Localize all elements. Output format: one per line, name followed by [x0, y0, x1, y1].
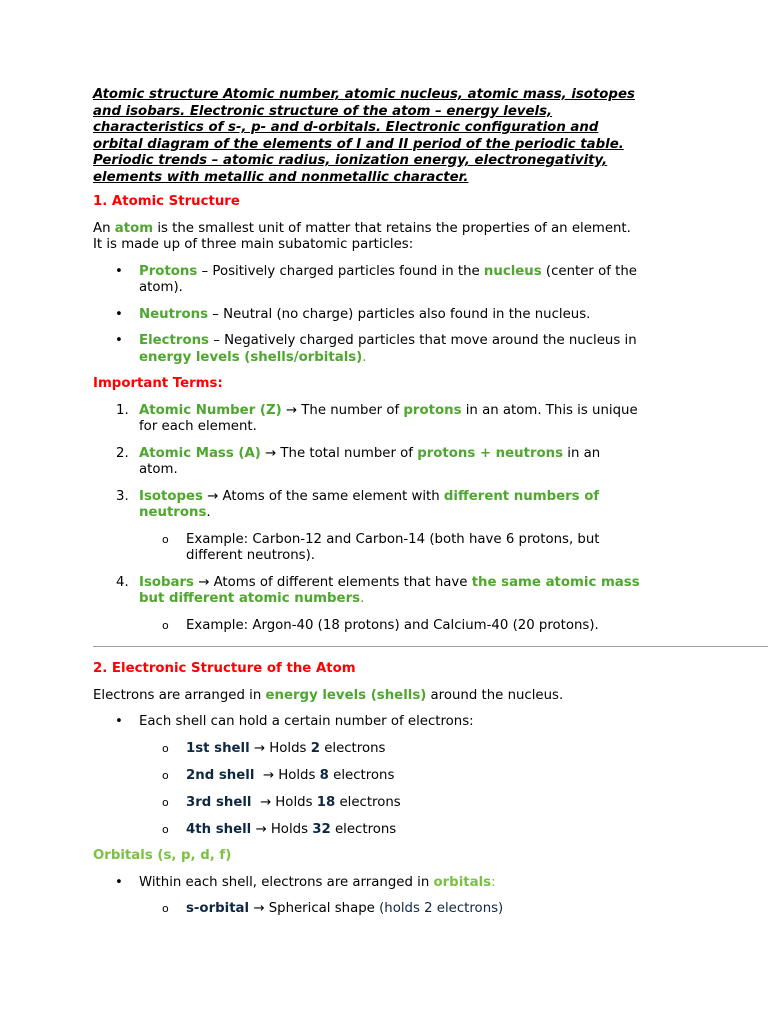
item-text: for each element.	[139, 419, 257, 434]
list-number: 3.	[116, 488, 129, 504]
intro-text: It is made up of three main subatomic particles:	[93, 237, 414, 252]
list-item-atomic-mass	[93, 446, 683, 479]
item-text: → Atoms of different elements that have	[193, 574, 472, 590]
item-text: → Holds	[251, 794, 317, 810]
sub-bullet-marker: o	[162, 902, 169, 915]
item-text: → Holds	[249, 740, 311, 756]
list-item-neutrons	[93, 307, 683, 324]
title-line: characteristics of s-, p- and d-orbitals. Electronic configuration and	[93, 120, 599, 135]
item-text: atom.	[139, 462, 178, 477]
punctuation: .	[206, 505, 211, 520]
title-line: Atomic structure Atomic number, atomic nucleus, atomic mass, isotopes	[93, 87, 635, 102]
sub-bullet-marker: o	[162, 618, 169, 632]
punctuation: .	[360, 591, 365, 606]
section-heading-important-terms: Important Terms:	[93, 376, 223, 391]
term-atomic-number: Atomic Number (Z)	[139, 402, 282, 418]
shell-capacity: 8	[319, 767, 329, 783]
term-protons: protons	[403, 402, 462, 418]
term-different-neutrons: different numbers of	[443, 488, 600, 504]
list-number: 2.	[116, 445, 129, 461]
item-text: in an	[563, 445, 601, 461]
sub-item-shell-1	[93, 741, 683, 758]
item-text: – Negatively charged particles that move around the nucleus in	[208, 333, 637, 348]
list-item-protons	[93, 264, 683, 297]
item-text: → The total number of	[260, 445, 418, 461]
document-page	[93, 87, 683, 918]
item-text: atom).	[139, 280, 183, 295]
document-title	[93, 87, 683, 186]
punctuation: .	[362, 349, 367, 365]
list-item-isotopes	[93, 489, 683, 522]
term-neutrons: Neutrons	[139, 306, 209, 322]
shell-name: 4th shell	[186, 821, 252, 837]
subheading-orbitals: Orbitals (s, p, d, f)	[93, 848, 232, 863]
s-orbital-capacity: (holds 2 electrons)	[379, 901, 504, 916]
shell-name: 1st shell	[186, 740, 250, 756]
item-text: (center of the	[541, 263, 637, 279]
title-line: elements with metallic and nonmetallic character.	[93, 169, 469, 185]
bullet-marker: •	[115, 306, 123, 322]
item-text: – Positively charged particles found in the	[197, 263, 484, 279]
sub-bullet-marker: o	[162, 532, 169, 546]
item-text: electrons	[330, 821, 397, 837]
item-text: → Spherical shape	[249, 901, 380, 916]
item-text: different neutrons).	[186, 548, 316, 563]
term-different-numbers: but different atomic numbers	[139, 591, 361, 606]
list-number: 1.	[116, 402, 129, 418]
bullet-marker: •	[115, 714, 123, 729]
shell-intro	[93, 688, 683, 705]
list-item-atomic-number	[93, 403, 683, 436]
term-s-orbital: s-orbital	[186, 901, 250, 916]
term-isobars: Isobars	[139, 574, 194, 590]
section-heading-electronic-structure: 2. Electronic Structure of the Atom	[93, 661, 356, 676]
title-line: orbital diagram of the elements of I and II period of the periodic table.	[93, 136, 624, 152]
term-atom: atom	[114, 220, 154, 236]
intro-text: An	[93, 220, 115, 236]
list-number: 4.	[116, 574, 129, 590]
sub-bullet-marker: o	[162, 741, 169, 755]
item-text: around the nucleus.	[426, 687, 564, 703]
term-atomic-mass: Atomic Mass (A)	[139, 445, 261, 461]
item-text: Within each shell, electrons are arranged in	[139, 874, 434, 890]
item-text: in an atom. This is unique	[461, 402, 638, 418]
item-text: → The number of	[281, 402, 404, 418]
particle-list	[93, 264, 683, 367]
term-protons: Protons	[139, 263, 198, 279]
sub-item-shell-2	[93, 768, 683, 785]
item-text: Each shell can hold a certain number of electrons:	[139, 714, 474, 729]
item-text: → Holds	[251, 821, 313, 837]
sub-item-isotope-example	[93, 532, 683, 565]
term-protons-neutrons: protons + neutrons	[417, 445, 564, 461]
item-text: → Holds	[254, 767, 320, 783]
shell-capacity: 32	[312, 821, 331, 837]
sub-bullet-marker: o	[162, 768, 169, 782]
title-line: and isobars. Electronic structure of the atom – energy levels,	[93, 103, 553, 119]
term-energy-levels: energy levels (shells/orbitals)	[139, 349, 363, 365]
atom-intro	[93, 221, 683, 254]
shell-name: 3rd shell	[186, 794, 252, 810]
term-same-mass: the same atomic mass	[471, 574, 640, 590]
list-item-shell-capacity	[93, 714, 683, 731]
item-text: – Neutral (no charge) particles also found in the nucleus.	[208, 306, 591, 322]
sub-bullet-marker: o	[162, 795, 169, 809]
list-item-isobars	[93, 575, 683, 608]
punctuation: :	[491, 874, 496, 890]
title-line: Periodic trends – atomic radius, ionization energy, electronegativity,	[93, 153, 608, 168]
list-item-orbitals	[93, 875, 683, 892]
bullet-marker: •	[115, 263, 123, 279]
sub-item-shell-3	[93, 795, 683, 812]
item-text: Example: Carbon-12 and Carbon-14 (both have 6 protons, but	[186, 531, 600, 547]
sub-item-isobar-example	[93, 618, 683, 635]
list-item-electrons	[93, 333, 683, 366]
terms-list	[93, 403, 683, 522]
item-text: → Atoms of the same element with	[202, 488, 444, 504]
shell-capacity: 2	[310, 740, 320, 756]
item-text: electrons	[335, 794, 401, 810]
term-orbitals: orbitals	[433, 874, 492, 890]
shell-capacity: 18	[316, 794, 336, 810]
item-text: Electrons are arranged in	[93, 687, 266, 703]
sub-item-shell-4	[93, 822, 683, 839]
term-neutrons: neutrons	[139, 505, 207, 520]
intro-text: is the smallest unit of matter that retains the properties of an element.	[153, 220, 631, 236]
sub-bullet-marker: o	[162, 822, 169, 836]
sub-item-s-orbital	[93, 901, 683, 918]
term-isotopes: Isotopes	[139, 488, 203, 504]
term-electrons: Electrons	[139, 333, 209, 348]
term-energy-levels-shells: energy levels (shells)	[265, 687, 427, 703]
term-nucleus: nucleus	[483, 263, 542, 279]
shell-name: 2nd shell	[186, 767, 255, 783]
bullet-marker: •	[115, 874, 123, 890]
bullet-marker: •	[115, 333, 123, 348]
item-text: electrons	[328, 767, 395, 783]
section-heading-atomic-structure: 1. Atomic Structure	[93, 194, 240, 209]
item-text: Example: Argon-40 (18 protons) and Calcium-40 (20 protons).	[186, 617, 599, 633]
item-text: electrons	[319, 740, 386, 756]
